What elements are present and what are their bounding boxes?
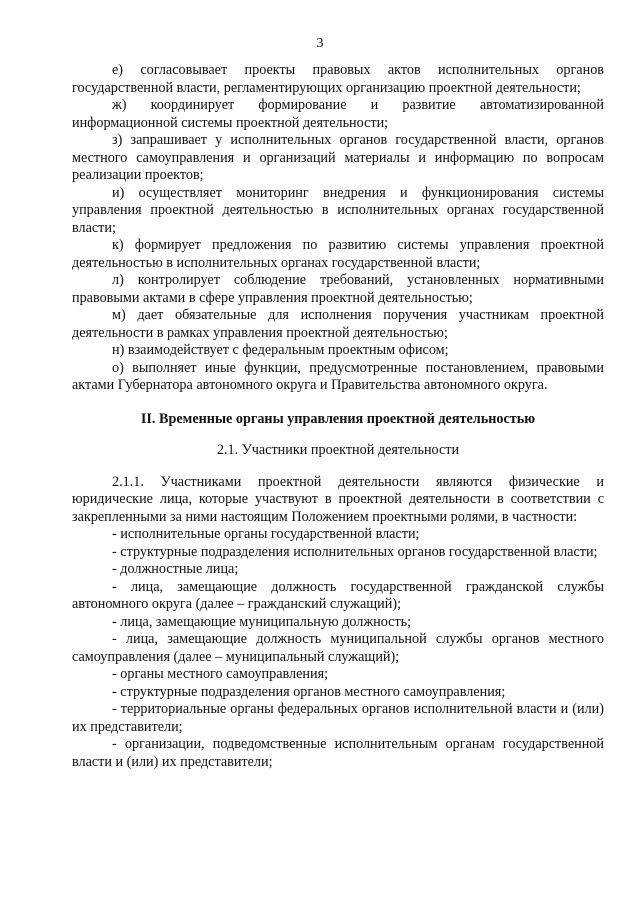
list-item: и) осуществляет мониторинг внедрения и функционирования системы управления проектной деятельностью в исполнительных органах государственной власти;	[72, 184, 604, 236]
list-item: - лица, замещающие должность муниципальной службы органов местного самоуправления (далее – муниципальный служащий);	[72, 631, 604, 665]
list-item: - структурные подразделения органов местного самоуправления;	[112, 683, 506, 700]
participants-list	[72, 526, 604, 771]
list-item: - структурные подразделения исполнительных органов государственной власти;	[112, 543, 598, 560]
section-heading: II. Временные органы управления проектной деятельностью	[140, 410, 536, 427]
list-item: л) контролирует соблюдение требований, установленных нормативными правовыми актами в сфере управления проектной деятельностью;	[72, 272, 604, 306]
list-item: н) взаимодействует с федеральным проектным офисом;	[112, 342, 449, 358]
functions-list	[72, 62, 604, 395]
list-item: о) выполняет иные функции, предусмотренные постановлением, правовыми актами Губернатора автономного округа и Правительства автономного округа.	[72, 359, 604, 393]
list-item: - исполнительные органы государственной власти;	[112, 526, 420, 542]
list-item: - лица, замещающие муниципальную должность;	[112, 613, 412, 630]
list-item: - лица, замещающие должность государственной гражданской службы автономного округа (далее – гражданский служащий);	[72, 578, 604, 612]
document-body	[72, 62, 604, 771]
page-number: 3	[316, 36, 324, 51]
list-item: з) запрашивает у исполнительных органов государственной власти, органов местного самоуправления и организаций материалы и информацию по вопросам реализации проектов;	[72, 132, 604, 183]
list-item: - должностные лица;	[112, 561, 239, 577]
intro-paragraph: 2.1.1. Участниками проектной деятельности являются физические и юридические лица, которые участвуют в проектной деятельности в соответствии с закрепленными за ними настоящим Положением проектными ролями, в частности:	[72, 473, 604, 525]
list-item: м) дает обязательные для исполнения поручения участникам проектной деятельности в рамках управления проектной деятельностью;	[72, 307, 604, 341]
list-item: - территориальные органы федеральных органов исполнительной власти и (или) их представители;	[72, 701, 604, 735]
list-item: ж) координирует формирование и развитие автоматизированной информационной системы проектной деятельности;	[72, 97, 604, 131]
list-item: - органы местного самоуправления;	[112, 666, 329, 682]
list-item: к) формирует предложения по развитию системы управления проектной деятельностью в исполнительных органах государственной власти;	[72, 237, 604, 271]
list-item: - организации, подведомственные исполнительным органам государственной власти и (или) их представители;	[72, 736, 604, 770]
list-item: е) согласовывает проекты правовых актов исполнительных органов государственной власти, регламентирующих организацию проектной деятельности;	[72, 62, 604, 96]
subsection-heading: 2.1. Участники проектной деятельности	[216, 442, 460, 458]
